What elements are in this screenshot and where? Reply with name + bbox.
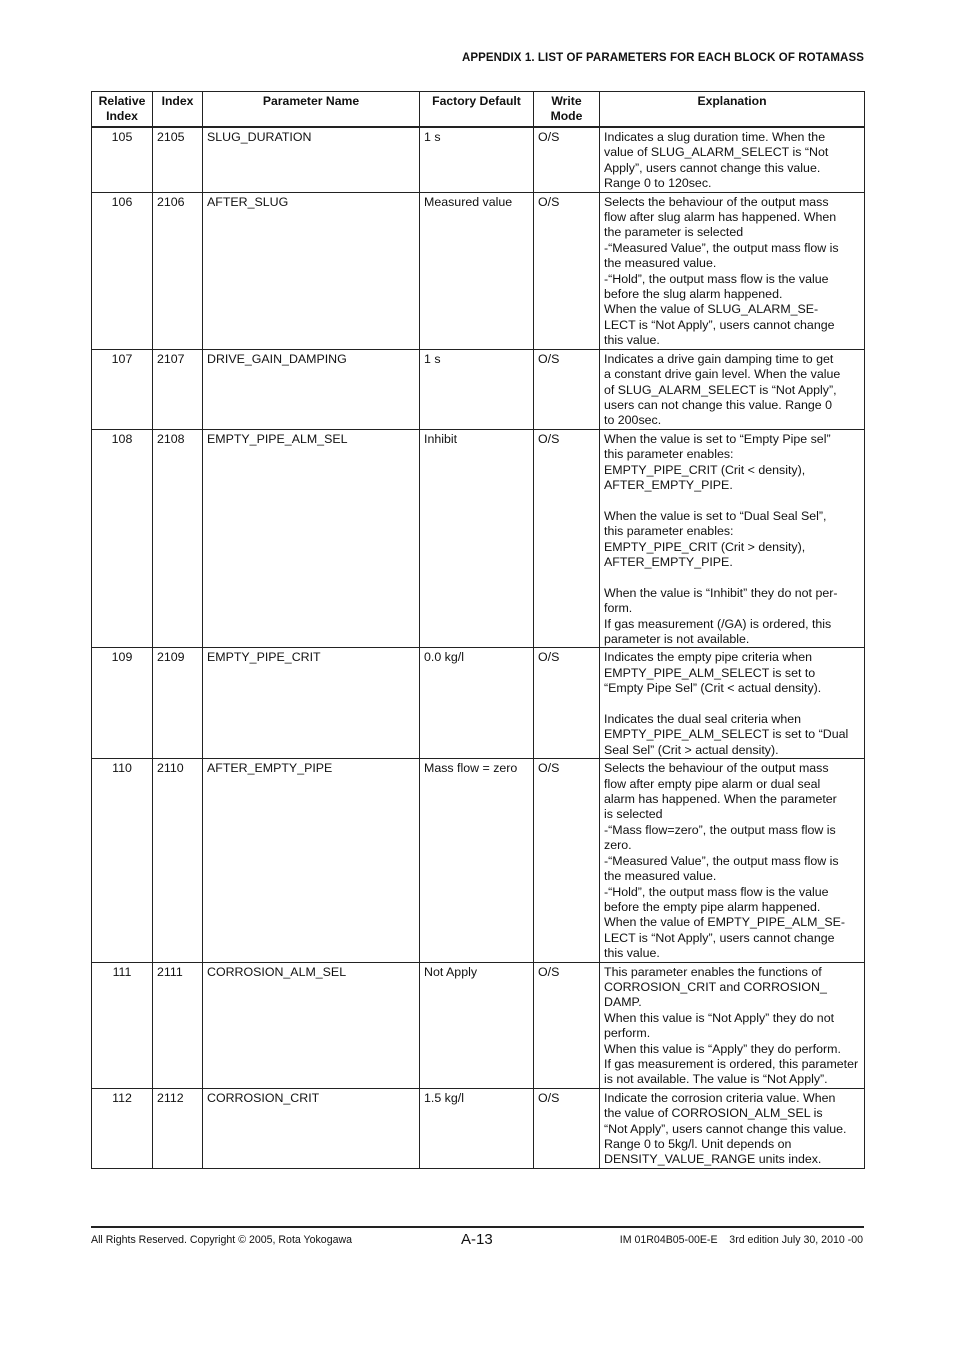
cell-factory-default: 1 s (420, 127, 534, 192)
cell-explanation: Indicates the empty pipe criteria when EMPTY_PIPE_ALM_SELECT is set to “Empty Pipe Sel” (Crit < actual density). Indicates the dual seal criteria when EMPTY_PIPE_ALM_SELECT is set to “Dual Seal Sel” (Crit > actual density). (600, 648, 865, 759)
cell-relative-index: 106 (92, 192, 153, 349)
cell-explanation: Indicates a slug duration time. When the value of SLUG_ALARM_SELECT is “Not Apply”, users cannot change this value. Range 0 to 120sec. (600, 127, 865, 192)
cell-explanation: Selects the behaviour of the output mass flow after empty pipe alarm or dual seal alarm has happened. When the parameter is selected -“Mass flow=zero”, the output mass flow is zero. -“Measured Value”, the output mass flow is the measured value. -“Hold”, the output mass flow is the value before the empty pipe alarm happened. When the value of EMPTY_PIPE_ALM_SE- LECT is “Not Apply”, users cannot change this value. (600, 759, 865, 962)
cell-write-mode: O/S (534, 962, 600, 1088)
cell-explanation: Indicate the corrosion criteria value. When the value of CORROSION_ALM_SEL is “Not Apply”, users cannot change this value. Range 0 to 5kg/l. Unit depends on DENSITY_VALUE_RANGE units index. (600, 1088, 865, 1168)
cell-index: 2105 (153, 127, 203, 192)
cell-relative-index: 111 (92, 962, 153, 1088)
cell-relative-index: 108 (92, 429, 153, 648)
cell-write-mode: O/S (534, 349, 600, 429)
cell-factory-default: Mass flow = zero (420, 759, 534, 962)
column-header-explanation: Explanation (600, 92, 865, 128)
cell-factory-default: 1 s (420, 349, 534, 429)
cell-index: 2108 (153, 429, 203, 648)
cell-relative-index: 109 (92, 648, 153, 759)
table-row (92, 349, 865, 429)
cell-index: 2107 (153, 349, 203, 429)
cell-factory-default: Not Apply (420, 962, 534, 1088)
cell-relative-index: 110 (92, 759, 153, 962)
column-header-index: Index (153, 92, 203, 128)
cell-factory-default: Measured value (420, 192, 534, 349)
footer-document-info: IM 01R04B05-00E-E 3rd edition July 30, 2010 -00 (619, 1234, 863, 1246)
cell-parameter-name: CORROSION_ALM_SEL (203, 962, 420, 1088)
cell-parameter-name: EMPTY_PIPE_CRIT (203, 648, 420, 759)
cell-parameter-name: DRIVE_GAIN_DAMPING (203, 349, 420, 429)
cell-factory-default: 0.0 kg/l (420, 648, 534, 759)
cell-parameter-name: AFTER_SLUG (203, 192, 420, 349)
cell-factory-default: Inhibit (420, 429, 534, 648)
column-header-factory-default: Factory Default (420, 92, 534, 128)
cell-write-mode: O/S (534, 648, 600, 759)
cell-write-mode: O/S (534, 759, 600, 962)
column-header-parameter-name: Parameter Name (203, 92, 420, 128)
table-row (92, 962, 865, 1088)
cell-index: 2111 (153, 962, 203, 1088)
column-header-write-mode: Write Mode (534, 92, 600, 128)
cell-write-mode: O/S (534, 429, 600, 648)
cell-relative-index: 112 (92, 1088, 153, 1168)
cell-write-mode: O/S (534, 127, 600, 192)
cell-index: 2112 (153, 1088, 203, 1168)
table-row (92, 192, 865, 349)
parameter-table (91, 91, 865, 1169)
cell-parameter-name: AFTER_EMPTY_PIPE (203, 759, 420, 962)
table-row (92, 127, 865, 192)
cell-relative-index: 107 (92, 349, 153, 429)
table-row (92, 648, 865, 759)
footer-copyright: All Rights Reserved. Copyright © 2005, Rota Yokogawa (91, 1234, 353, 1246)
page-number: A-13 (461, 1231, 493, 1248)
cell-parameter-name: EMPTY_PIPE_ALM_SEL (203, 429, 420, 648)
cell-parameter-name: CORROSION_CRIT (203, 1088, 420, 1168)
cell-factory-default: 1.5 kg/l (420, 1088, 534, 1168)
cell-explanation: Selects the behaviour of the output mass flow after slug alarm has happened. When the parameter is selected -“Measured Value”, the output mass flow is the measured value. -“Hold”, the output mass flow is the value before the slug alarm happened. When the value of SLUG_ALARM_SE- LECT is “Not Apply”, users cannot change this value. (600, 192, 865, 349)
cell-parameter-name: SLUG_DURATION (203, 127, 420, 192)
cell-explanation: Indicates a drive gain damping time to get a constant drive gain level. When the value of SLUG_ALARM_SELECT is “Not Apply”, users can not change this value. Range 0 to 200sec. (600, 349, 865, 429)
table-row (92, 1088, 865, 1168)
cell-write-mode: O/S (534, 1088, 600, 1168)
cell-index: 2109 (153, 648, 203, 759)
cell-index: 2110 (153, 759, 203, 962)
column-header-relative-index: Relative Index (92, 92, 153, 128)
footer-divider (91, 1226, 864, 1228)
table-row (92, 429, 865, 648)
cell-explanation: This parameter enables the functions of CORROSION_CRIT and CORROSION_ DAMP. When this value is “Not Apply” they do not perform. When this value is “Apply” they do perform. If gas measurement is ordered, this parameter is not available. The value is “Not Apply”. (600, 962, 865, 1088)
cell-explanation: When the value is set to “Empty Pipe sel” this parameter enables: EMPTY_PIPE_CRIT (Crit < density), AFTER_EMPTY_PIPE. When the value is set to “Dual Seal Sel”, this parameter enables: EMPTY_PIPE_CRIT (Crit > density), AFTER_EMPTY_PIPE. When the value is “Inhibit” they do not per- form. If gas measurement (/GA) is ordered, this parameter is not available. (600, 429, 865, 648)
table-row (92, 759, 865, 962)
cell-relative-index: 105 (92, 127, 153, 192)
page-header-title: APPENDIX 1. LIST OF PARAMETERS FOR EACH BLOCK OF ROTAMASS (461, 52, 864, 64)
table-header-row (92, 92, 865, 128)
cell-index: 2106 (153, 192, 203, 349)
cell-write-mode: O/S (534, 192, 600, 349)
